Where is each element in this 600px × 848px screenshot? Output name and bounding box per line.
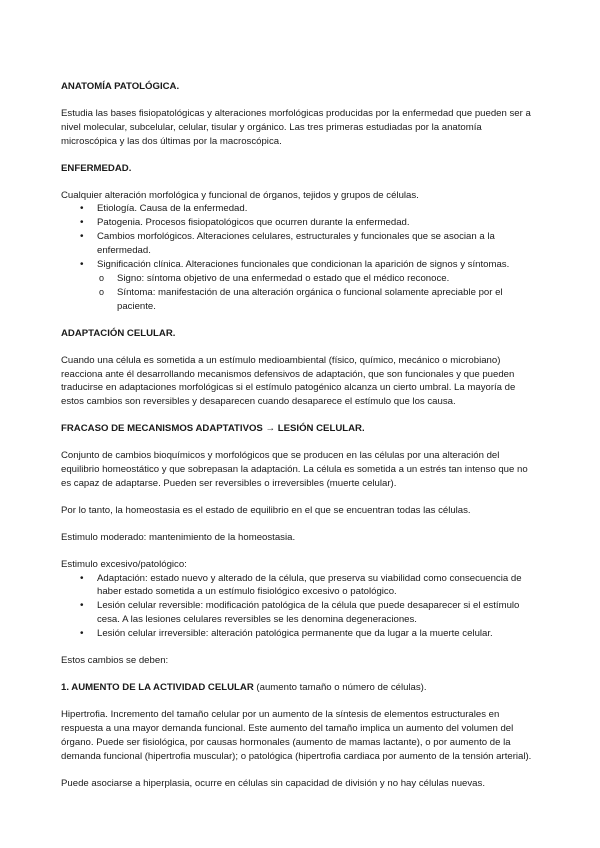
paragraph-anatomia: Estudia las bases fisiopatológicas y alteraciones morfológicas producidas por la enfermedad que pueden ser a nivel molecular, subcelular, celular, tisular y orgánico. Las tres primeras estudiadas por la anatomía microscópica y las dos últimas por la macroscópica. <box>61 107 531 147</box>
paragraph-hipertrofia: Hipertrofia. Incremento del tamaño celular por un aumento de la síntesis de elementos estructurales en respuesta a una mayor demanda funcional. Este aumento del tamaño implica un aumento del volumen del órgano. Puede ser fisiológica, por causas hormonales (aumento de mamas lactante), o por aumento de la demanda funcional (hipertrofia muscular); o patológica (hipertrofia cardiaca por aumento de la tensión arterial). <box>61 708 532 762</box>
heading-aumento: 1. AUMENTO DE LA ACTIVIDAD CELULAR <box>61 682 254 693</box>
heading-enfermedad: ENFERMEDAD. <box>61 162 132 174</box>
sublist-signos <box>61 272 534 314</box>
list-item: • Lesión celular reversible: modificación patológica de la célula que puede desaparecer si el estímulo cesa. A las lesiones celulares reversibles se les denomina degeneraciones. <box>61 599 534 627</box>
list-item: • Cambios morfológicos. Alteraciones celulares, estructurales y funcionales que se asocian a la enfermedad. <box>61 230 534 258</box>
list-item: • Lesión celular irreversible: alteración patológica permanente que da lugar a la muerte celular. <box>61 627 534 641</box>
list-item: • Patogenia. Procesos fisiopatológicos que ocurren durante la enfermedad. <box>61 216 534 230</box>
list-item: • Significación clínica. Alteraciones funcionales que condicionan la aparición de signos y síntomas. <box>61 258 534 272</box>
heading-aumento-suffix: (aumento tamaño o número de células). <box>253 682 427 693</box>
paragraph-fracaso-4: Estimulo excesivo/patológico: <box>61 558 187 570</box>
list-enfermedad <box>61 202 534 272</box>
heading-anatomia: ANATOMÍA PATOLÓGICA. <box>61 81 180 92</box>
paragraph-fracaso-3: Estimulo moderado: mantenimiento de la homeostasia. <box>61 531 296 543</box>
list-item: • Adaptación: estado nuevo y alterado de la célula, que preserva su viabilidad como consecuencia de haber estado sometida a un estímulo fisiológico excesivo o patológico. <box>61 572 534 600</box>
heading-aumento-line <box>61 681 534 695</box>
list-fracaso <box>61 572 534 642</box>
sub-list-item: o Signo: síntoma objetivo de una enfermedad o estado que el médico reconoce. <box>61 272 534 286</box>
heading-fracaso: FRACASO DE MECANISMOS ADAPTATIVOS → LESIÓN CELULAR. <box>61 423 365 435</box>
paragraph-fracaso-1: Conjunto de cambios bioquímicos y morfológicos que se producen en las células por una alteración del equilibrio homeostático y que sobrepasan la adaptación. La célula es sometida a un estrés tan intenso que no es capaz de adaptarse. Pueden ser reversibles o irreversibles (muerte celular). <box>61 450 528 489</box>
heading-adaptacion: ADAPTACIÓN CELULAR. <box>61 327 176 339</box>
paragraph-enfermedad-intro: Cualquier alteración morfológica y funcional de órganos, tejidos y grupos de células. <box>61 189 419 201</box>
paragraph-fracaso-5: Estos cambios se deben: <box>61 655 169 667</box>
paragraph-hiperplasia: Puede asociarse a hiperplasia, ocurre en células sin capacidad de división y no hay células nuevas. <box>61 777 485 789</box>
sub-list-item: o Síntoma: manifestación de una alteración orgánica o funcional solamente apreciable por el paciente. <box>61 286 534 314</box>
paragraph-adaptacion: Cuando una célula es sometida a un estímulo medioambiental (físico, químico, mecánico o microbiano) reacciona ante él desarrollando mecanismos defensivos de adaptación, que son funcionales y que pueden traducirse en adaptaciones morfológicas si el estímulo patogénico alcanza un cierto umbral. La mayoría de estos cambios son reversibles y desaparecen cuando desaparece el estímulo que los causa. <box>61 354 516 408</box>
list-item: • Etiología. Causa de la enfermedad. <box>61 202 534 216</box>
paragraph-fracaso-2: Por lo tanto, la homeostasia es el estado de equilibrio en el que se encuentran todas las células. <box>61 504 471 516</box>
